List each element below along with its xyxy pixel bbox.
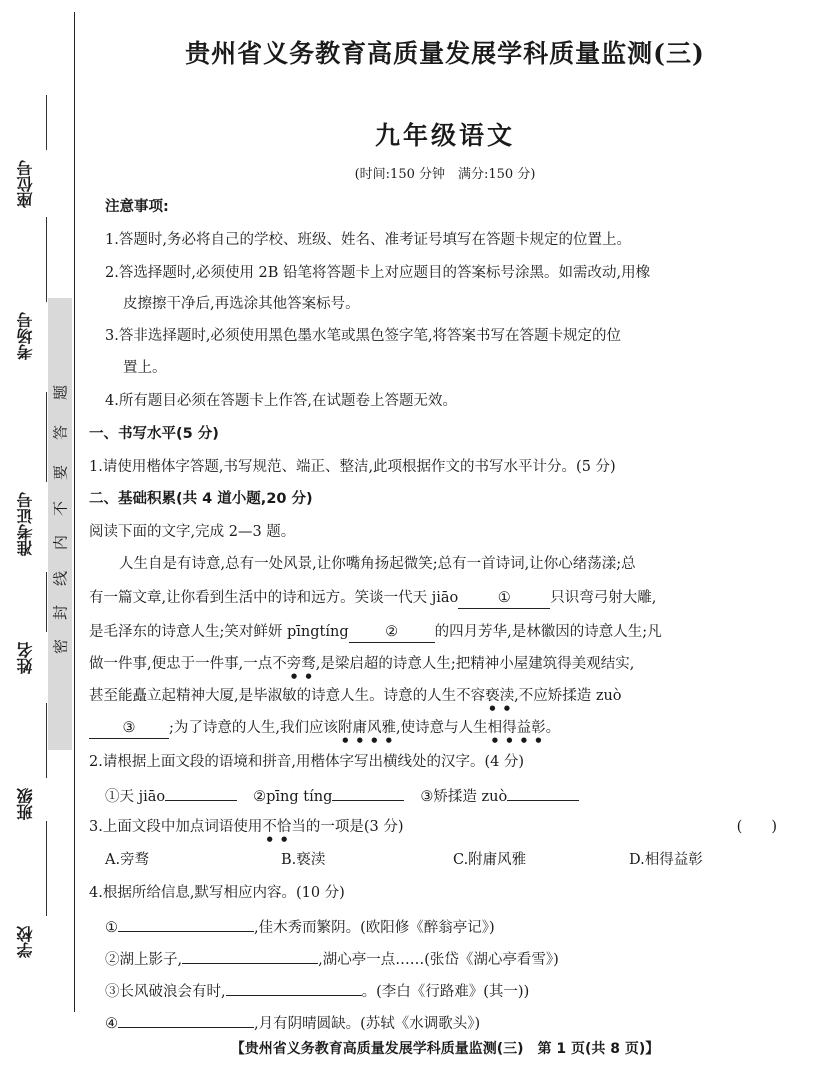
school-line bbox=[46, 821, 47, 916]
seal-char: 答 bbox=[51, 425, 70, 441]
class-label: 班级 bbox=[16, 788, 35, 820]
name-label: 姓名 bbox=[16, 642, 35, 674]
recite-line bbox=[105, 1009, 480, 1033]
room-number-label: 考场号 bbox=[16, 312, 35, 360]
dotted-word: 旁骛 bbox=[286, 656, 316, 672]
recite-blank-1[interactable] bbox=[118, 913, 254, 932]
q2-item-a: ①天 jiāo bbox=[105, 789, 166, 805]
exam-id-field bbox=[14, 492, 48, 556]
dotted-word: 亵渎 bbox=[485, 688, 515, 704]
exam-id-line bbox=[46, 392, 47, 482]
dotted-word: 相得益彰 bbox=[487, 720, 546, 736]
class-field bbox=[14, 788, 48, 820]
note-item: 1.答题时,务必将自己的学校、班级、姓名、准考证号填写在答题卡规定的位置上。 bbox=[105, 232, 631, 248]
recite-text: 。(李白《行路难》(其一)) bbox=[361, 984, 530, 1000]
passage-text: ,使诗意与人生 bbox=[396, 720, 488, 736]
passage-text: ;为了诗意的人生,我们应该 bbox=[169, 720, 338, 736]
dotted-word: 不恰 bbox=[262, 819, 292, 835]
q2-item-c: ③矫揉造 zuò bbox=[420, 789, 508, 805]
recite-text: ,月有阴晴圆缺。(苏轼《水调歌头》) bbox=[254, 1016, 481, 1032]
exam-id-label: 准考证号 bbox=[16, 492, 35, 556]
school-field bbox=[14, 926, 48, 958]
recite-text: ,湖心亭一点……(张岱《湖心亭看雪》) bbox=[318, 952, 559, 968]
name-line bbox=[46, 572, 47, 632]
recite-line bbox=[105, 913, 495, 937]
recite-text: ③长风破浪会有时, bbox=[105, 984, 226, 1000]
passage-text: 只识弯弓射大雕, bbox=[550, 590, 657, 606]
note-item: 皮擦擦干净后,再选涂其他答案标号。 bbox=[123, 296, 360, 312]
passage-intro: 阅读下面的文字,完成 2—3 题。 bbox=[89, 524, 296, 540]
recite-text: ②湖上影子, bbox=[105, 952, 183, 968]
q2-blank-b[interactable] bbox=[332, 782, 404, 801]
question-1: 1.请使用楷体字答题,书写规范、端正、整洁,此项根据作文的书写水平计分。(5 分) bbox=[89, 459, 616, 475]
passage-text: 的四月芳华,是林徽因的诗意人生;凡 bbox=[434, 624, 662, 640]
question-3-stem bbox=[89, 815, 404, 843]
passage-text: 是毛泽东的诗意人生;笑对鲜妍 pīngtíng bbox=[89, 624, 349, 640]
room-number-field bbox=[14, 312, 48, 360]
passage-text: 做一件事,便忠于一件事,一点不 bbox=[89, 656, 287, 672]
passage-line bbox=[89, 652, 634, 680]
class-line bbox=[46, 703, 47, 778]
passage-line bbox=[89, 684, 622, 712]
name-field bbox=[14, 642, 48, 674]
subject-title: 九年级语文 bbox=[374, 121, 515, 150]
passage-line bbox=[89, 586, 656, 609]
q2-item-b: ②pīng tíng bbox=[253, 789, 333, 805]
section1-heading: 一、书写水平(5 分) bbox=[89, 426, 219, 442]
blank-1: ① bbox=[458, 590, 550, 609]
note-item: 置上。 bbox=[123, 360, 167, 376]
question-2-stem: 2.请根据上面文段的语境和拼音,用楷体字写出横线处的汉字。(4 分) bbox=[89, 754, 525, 770]
seal-char: 不 bbox=[51, 501, 70, 517]
passage-text: 甚至能矗立起精神大厦,是毕淑敏的诗意人生。诗意的人生不容 bbox=[89, 688, 486, 704]
passage-text: 有一篇文章,让你看到生活中的诗和远方。笑谈一代天 jiāo bbox=[89, 590, 459, 606]
q3-text: 3.上面文段中加点词语使用 bbox=[89, 819, 263, 835]
question-2-answers bbox=[105, 782, 579, 806]
passage-text: 。 bbox=[545, 720, 561, 736]
option-c[interactable]: C.附庸风雅 bbox=[453, 852, 527, 868]
seal-char: 要 bbox=[51, 465, 70, 481]
binding-strip bbox=[0, 0, 76, 1070]
time-info: (时间:150 分钟 满分:150 分) bbox=[354, 167, 536, 182]
seal-char: 封 bbox=[51, 605, 70, 621]
seal-char: 密 bbox=[51, 639, 70, 655]
recite-text: ,佳木秀而繁阴。(欧阳修《醉翁亭记》) bbox=[254, 920, 495, 936]
page-title: 贵州省义务教育高质量发展学科质量监测(三) bbox=[185, 39, 705, 68]
recite-line bbox=[105, 977, 529, 1001]
note-item: 4.所有题目必须在答题卡上作答,在试题卷上答题无效。 bbox=[105, 393, 457, 409]
seal-char: 线 bbox=[51, 571, 70, 587]
question-4-stem: 4.根据所给信息,默写相应内容。(10 分) bbox=[89, 885, 345, 901]
seat-number-label: 座位号 bbox=[16, 160, 35, 208]
passage-text: ,是梁启超的诗意人生;把精神小屋建筑得美观结实, bbox=[315, 656, 635, 672]
room-number-line bbox=[46, 217, 47, 302]
option-b[interactable]: B.亵渎 bbox=[281, 852, 326, 868]
note-item: 3.答非选择题时,必须使用黑色墨水笔或黑色签字笔,将答案书写在答题卡规定的位 bbox=[105, 328, 622, 344]
blank-2: ② bbox=[349, 624, 435, 643]
passage-line: 人生自是有诗意,总有一处风景,让你嘴角扬起微笑;总有一首诗词,让你心绪荡漾;总 bbox=[119, 556, 636, 572]
recite-blank-3[interactable] bbox=[226, 977, 362, 996]
seal-char: 题 bbox=[51, 385, 70, 401]
answer-bracket[interactable]: ( ) bbox=[736, 819, 777, 835]
recite-blank-4[interactable] bbox=[118, 1009, 254, 1028]
passage-text: ,不应矫揉造 zuò bbox=[514, 688, 622, 704]
seat-number-field bbox=[14, 160, 48, 208]
recite-line bbox=[105, 945, 559, 969]
seal-char: 内 bbox=[51, 535, 70, 551]
recite-text: ④ bbox=[105, 1016, 118, 1032]
dotted-word: 附庸风雅 bbox=[338, 720, 396, 736]
q2-blank-c[interactable] bbox=[507, 782, 579, 801]
school-label: 学校 bbox=[16, 926, 35, 958]
q3-text: 当的一项是(3 分) bbox=[291, 819, 404, 835]
section2-heading: 二、基础积累(共 4 道小题,20 分) bbox=[89, 491, 313, 507]
note-item: 2.答选择题时,必须使用 2B 铅笔将答题卡上对应题目的答案标号涂黑。如需改动,用橡 bbox=[105, 265, 651, 281]
notes-heading: 注意事项: bbox=[105, 199, 169, 215]
recite-text: ① bbox=[105, 920, 118, 936]
passage-line bbox=[89, 716, 560, 744]
seal-bar bbox=[48, 298, 72, 750]
recite-blank-2[interactable] bbox=[182, 945, 318, 964]
binding-line bbox=[74, 12, 75, 1012]
option-d[interactable]: D.相得益彰 bbox=[629, 852, 703, 868]
q2-blank-a[interactable] bbox=[165, 782, 237, 801]
blank-3: ③ bbox=[89, 720, 169, 739]
option-a[interactable]: A.旁骛 bbox=[105, 852, 150, 868]
passage-line bbox=[89, 620, 662, 643]
seat-number-line bbox=[46, 95, 47, 150]
page-footer: 【贵州省义务教育高质量发展学科质量监测(三) 第 1 页(共 8 页)】 bbox=[230, 1041, 660, 1057]
